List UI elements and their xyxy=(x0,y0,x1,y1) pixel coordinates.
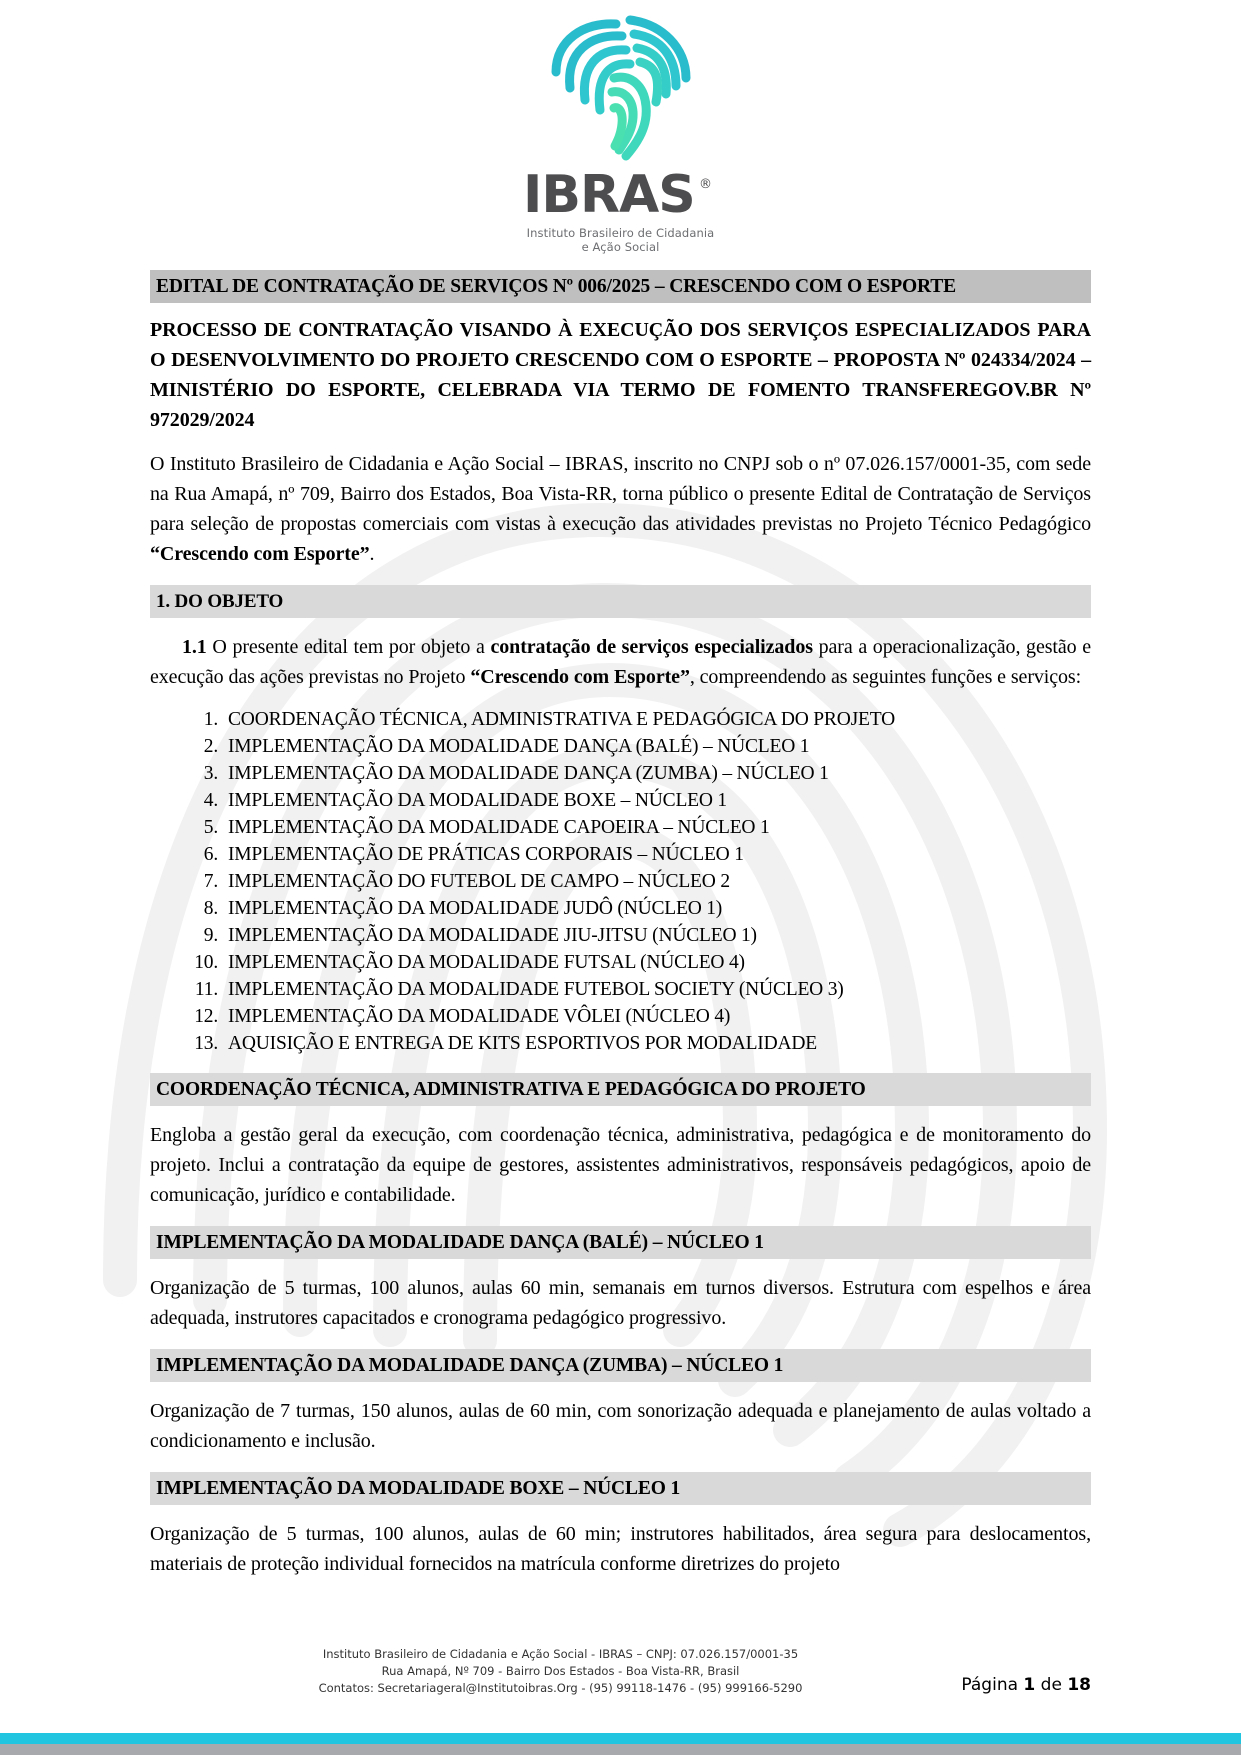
page-number xyxy=(961,1675,1091,1695)
clause-1-1-paragraph xyxy=(150,632,1091,692)
intro-text-part2: . xyxy=(369,543,375,565)
clause-text-2: para a operacionalização, gestão e execução das ações previstas no Projeto xyxy=(150,636,1092,688)
ibras-logo xyxy=(150,0,1091,254)
page-total: 18 xyxy=(1067,1675,1091,1695)
list-item: COORDENAÇÃO TÉCNICA, ADMINISTRATIVA E PEDAGÓGICA DO PROJETO xyxy=(228,709,895,730)
clause-text-3: , compreendendo as seguintes funções e serviços: xyxy=(689,666,1082,688)
modality-body-boxe: Organização de 5 turmas, 100 alunos, aulas de 60 min; instrutores habilitados, área segura para deslocamentos, materiais de proteção individual fornecidos na matrícula conforme diretrizes do projeto xyxy=(150,1523,1091,1575)
list-item: IMPLEMENTAÇÃO DA MODALIDADE CAPOEIRA – NÚCLEO 1 xyxy=(228,817,770,838)
list-item: IMPLEMENTAÇÃO DA MODALIDADE JUDÔ (NÚCLEO 1) xyxy=(228,898,723,919)
list-item: AQUISIÇÃO E ENTREGA DE KITS ESPORTIVOS POR MODALIDADE xyxy=(228,1033,817,1054)
ibras-wordmark-icon xyxy=(521,168,721,224)
logo-subtitle-line2: e Ação Social xyxy=(581,240,660,254)
page-middle: de xyxy=(1035,1675,1068,1695)
list-item: IMPLEMENTAÇÃO DA MODALIDADE DANÇA (ZUMBA) – NÚCLEO 1 xyxy=(228,763,829,784)
clause-text-1: O presente edital tem por objeto a xyxy=(206,636,491,658)
list-item: IMPLEMENTAÇÃO DA MODALIDADE JIU-JITSU (NÚCLEO 1) xyxy=(228,925,757,946)
footer-line-1: Instituto Brasileiro de Cidadania e Ação Social - IBRAS – CNPJ: 07.026.157/0001-35 xyxy=(322,1647,799,1661)
list-item: IMPLEMENTAÇÃO DA MODALIDADE BOXE – NÚCLEO 1 xyxy=(228,790,727,811)
modality-heading-danca-zumba: IMPLEMENTAÇÃO DA MODALIDADE DANÇA (ZUMBA) – NÚCLEO 1 xyxy=(150,1349,1091,1382)
accent-bar-cyan xyxy=(0,1733,1241,1744)
list-item: IMPLEMENTAÇÃO DA MODALIDADE FUTEBOL SOCIETY (NÚCLEO 3) xyxy=(228,979,844,1000)
logo-subtitle-line1: Instituto Brasileiro de Cidadania xyxy=(526,226,715,240)
modality-body-coordenacao: Engloba a gestão geral da execução, com coordenação técnica, administrativa, pedagógica e de monitoramento do projeto. Inclui a contratação da equipe de gestores, assistentes administrativos, responsáveis pedagógicos, apoio de comunicação, jurídico e contabilidade. xyxy=(150,1124,1091,1206)
fingerprint-logo-icon xyxy=(526,14,716,174)
edital-title-bar: EDITAL DE CONTRATAÇÃO DE SERVIÇOS Nº 006/2025 – CRESCENDO COM O ESPORTE xyxy=(150,270,1091,303)
footer-line-3: Contatos: Secretariageral@Institutoibras.Org - (95) 99118-1476 - (95) 999166-5290 xyxy=(318,1681,803,1695)
intro-paragraph xyxy=(150,449,1091,569)
clause-number: 1.1 xyxy=(182,636,207,658)
page-current: 1 xyxy=(1023,1675,1036,1695)
modality-body-danca-zumba: Organização de 7 turmas, 150 alunos, aulas de 60 min, com sonorização adequada e planejamento de aulas voltado a condicionamento e inclusão. xyxy=(150,1400,1091,1452)
clause-bold-services: contratação de serviços especializados xyxy=(490,636,813,658)
svg-text:®: ® xyxy=(698,177,712,192)
logo-subtitle xyxy=(150,226,1091,254)
intro-text-part1: O Instituto Brasileiro de Cidadania e Ação Social – IBRAS, inscrito no CNPJ sob o nº 07.026.157/0001-35, com sede na Rua Amapá, nº 709, Bairro dos Estados, Boa Vista-RR, torna público o presente Edital de Contratação de Serviços para seleção de propostas comerciais com vistas à execução das atividades previstas no Projeto Técnico Pedagógico xyxy=(150,453,1091,535)
intro-project-name: “Crescendo com Esporte” xyxy=(150,543,370,565)
footer-contact-block xyxy=(150,1646,1091,1697)
svg-text:IBRAS: IBRAS xyxy=(522,168,695,224)
page-prefix: Página xyxy=(961,1675,1024,1695)
list-item: IMPLEMENTAÇÃO DA MODALIDADE DANÇA (BALÉ) – NÚCLEO 1 xyxy=(228,736,810,757)
modality-heading-boxe: IMPLEMENTAÇÃO DA MODALIDADE BOXE – NÚCLEO 1 xyxy=(150,1472,1091,1505)
list-item: IMPLEMENTAÇÃO DA MODALIDADE FUTSAL (NÚCLEO 4) xyxy=(228,952,745,973)
list-item: IMPLEMENTAÇÃO DO FUTEBOL DE CAMPO – NÚCLEO 2 xyxy=(228,871,730,892)
list-item: IMPLEMENTAÇÃO DA MODALIDADE VÔLEI (NÚCLEO 4) xyxy=(228,1006,731,1027)
objeto-services-list xyxy=(150,706,1091,1057)
section-1-heading: 1. DO OBJETO xyxy=(150,585,1091,618)
clause-bold-project: “Crescendo com Esporte” xyxy=(470,666,690,688)
accent-bar-gray xyxy=(0,1744,1241,1755)
modality-heading-coordenacao: COORDENAÇÃO TÉCNICA, ADMINISTRATIVA E PEDAGÓGICA DO PROJETO xyxy=(150,1073,1091,1106)
modality-heading-danca-bale: IMPLEMENTAÇÃO DA MODALIDADE DANÇA (BALÉ) – NÚCLEO 1 xyxy=(150,1226,1091,1259)
list-item: IMPLEMENTAÇÃO DE PRÁTICAS CORPORAIS – NÚCLEO 1 xyxy=(228,844,744,865)
page-footer xyxy=(0,1646,1241,1697)
bottom-accent-bars xyxy=(0,1733,1241,1755)
process-title: PROCESSO DE CONTRATAÇÃO VISANDO À EXECUÇÃO DOS SERVIÇOS ESPECIALIZADOS PARA O DESENVOLVIMENTO DO PROJETO CRESCENDO COM O ESPORTE – PROPOSTA Nº 024334/2024 – MINISTÉRIO DO ESPORTE, CELEBRADA VIA TERMO DE FOMENTO TRANSFEREGOV.BR Nº 972029/2024 xyxy=(150,319,1091,431)
modality-body-danca-bale: Organização de 5 turmas, 100 alunos, aulas 60 min, semanais em turnos diversos. Estrutura com espelhos e área adequada, instrutores capacitados e cronograma pedagógico progressivo. xyxy=(150,1277,1091,1329)
footer-line-2: Rua Amapá, Nº 709 - Bairro Dos Estados - Boa Vista-RR, Brasil xyxy=(381,1664,740,1678)
